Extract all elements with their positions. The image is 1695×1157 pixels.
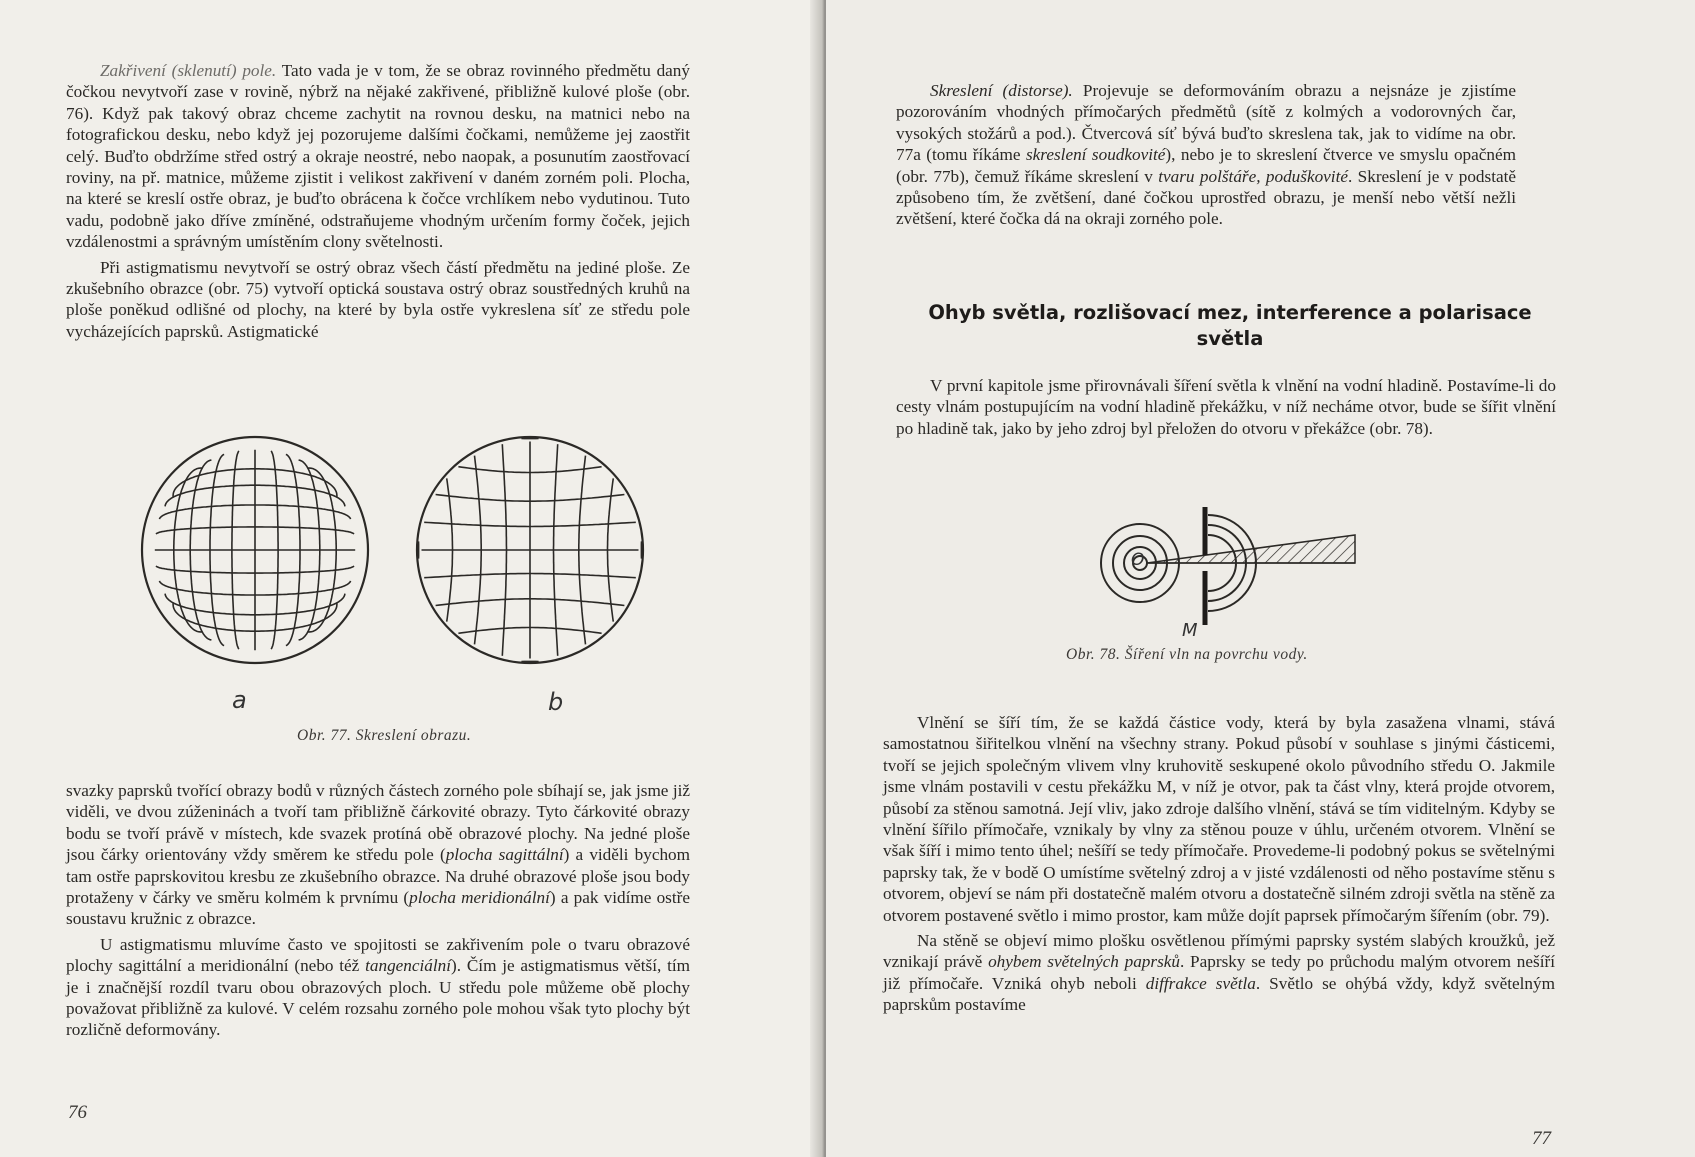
page-number-left: 76	[68, 1102, 87, 1123]
right-paragraph-4-part-b: . Paprsky se tedy po průchodu malým otvorem nešíří již přímočaře. Vzniká ohyb neboli	[883, 952, 1555, 993]
right-paragraph-1-italic-1: skreslení soudkovité	[1025, 145, 1166, 165]
figure-77a-barrel-distortion	[135, 430, 375, 670]
figure-77-caption: Obr. 77. Skreslení obrazu.	[297, 727, 472, 744]
left-bottom-text	[66, 780, 690, 1041]
left-page	[0, 0, 822, 1157]
right-paragraph-4-part-c: . Světlo se ohýbá vždy, když světelným paprskům postavíme	[883, 973, 1555, 1015]
right-paragraph-1	[896, 80, 1516, 230]
left-paragraph-1-body: Tato vada je v tom, že se obraz rovinného předmětu daný čočkou nevytvoří zase v rovině, nýbrž na nějaké zakřivené, přibližně kulové ploše (obr. 76). Když pak takový obraz chceme zachytit na rovnou desku, na matnici nebo na fotografickou desku, nebo když jej pozorujeme dalšími čočkami, nemůžeme jej zaostřit celý. Buďto obdržíme střed ostrý a okraje neostré, nebo naopak, a posunutím zaostřovací roviny, na př. matnice, můžeme zjistit i velikost zakřivení v daném zorném poli. Plocha, na které se kreslí ostře obraz, je buďto obrácena k čočce vrchlíkem nebo vydutinou. Tuto vadu, podobně jako dříve zmíněné, odstraňujeme vhodným určením formy čoček, jejich vzdálenostmi a správným umístěním clony světelnosti.	[66, 61, 690, 252]
figure-78-wave-diagram	[1085, 505, 1365, 645]
left-paragraph-3-part-b: ) a viděli bychom tam ostře paprskovitou kresbu ze zkušebního obrazce. Na druhé obrazové ploše jsou body protaženy v čárky ve směru kolmém k prvnímu (	[66, 845, 691, 908]
right-paragraph-4-part-a: Na stěně se objeví mimo plošku osvětlenou přímými paprsky systém slabých kroužků, jež vznikají právě	[883, 931, 1555, 972]
right-paragraph-2: V první kapitole jsme přirovnávali šíření světla k vlnění na vodní hladině. Postavíme-li do cesty vlnám postupujícím na vodní hladině překážku, v níž necháme otvor, bude se šířit vlnění po hladině tak, jako by jeho zdroj byl přeložen do otvoru v překážce (obr. 78).	[896, 376, 1556, 438]
left-paragraph-4-part-b: ). Čím je astigmatismus větší, tím je i značnější rozdíl tvaru obou obrazových ploch. U středu pole můžeme obě plochy považovat přibližně za kulové. V celém rozsahu zorného pole mohou však tyto plochy být rozličně deformovány.	[66, 956, 690, 1040]
right-paragraph-1-part-b: ), nebo je to skreslení čtverce ve smyslu opačném (obr. 77b), čemuž říkáme skreslení v	[896, 145, 1516, 186]
right-paragraph-1-italic-2: tvaru polštáře, poduškovité	[1158, 166, 1348, 186]
left-paragraph-3-part-a: svazky paprsků tvořící obrazy bodů v různých částech zorného pole sbíhají se, jak jsme již viděli, ve dvou zúženinách a tvoří tam přibližně čárkovité obrazy. Tyto čárkovité obrazy bodu se tvoří právě v místech, kde svazek protíná obě obrazové plochy. Na jedné ploše jsou čárky orientovány vždy směrem ke středu pole (	[66, 781, 690, 865]
left-paragraph-4	[66, 934, 690, 1041]
left-paragraph-3	[66, 780, 690, 930]
figure-77-label-a: a	[232, 686, 247, 714]
right-top-text	[896, 80, 1516, 230]
right-paragraph-1-lead: Skreslení (distorse).	[930, 81, 1073, 100]
left-paragraph-2: Při astigmatismu nevytvoří se ostrý obraz všech částí předmětu na jediné ploše. Ze zkušebního obrazce (obr. 75) vytvoří optická soustava ostrý obraz soustředných kruhů na ploše poněkud odlišné od plochy, na které by byla ostře vykreslena síť ze středu pole vycházejících paprsků. Astigmatické	[66, 257, 690, 341]
figure-78-caption: Obr. 78. Šíření vln na povrchu vody.	[1066, 646, 1308, 663]
right-paragraph-3: Vlnění se šíří tím, že se každá částice vody, která by byla zasažena vlnami, stává samostatnou šiřitelkou vlnění na všechny strany. Pokud působí v souhlase s jinými částicemi, tvoří se jejich společným vlivem vlny kruhovitě seskupené okolo původního středu O. Jakmile jsme vlnám postavili v cestu překážku M, v níž je otvor, pak ta část vlny, která projde otvorem, působí za stěnou samotná. Její vliv, jako zdroje dalšího vlnění, stává se tím viditelným. Kdyby se vlnění šířilo přímočaře, vznikaly by vlny za stěnou pouze v úhlu, určeném otvorem. Vlnění se však šíří i mimo tento úhel; nešíří se tedy přímočaře. Provedeme-li podobný pokus se světelnými paprsky tak, že v bodě O umístíme světelný zdroj a v jisté vzdálenosti od něho postavíme stěnu s otvorem, objeví se nám při dostatečně malém otvoru a dostatečně silném zdroji světla na stěně za otvorem postavené světlo i mimo prostor, kam může dojít paprsek přímočarým šířením (obr. 79).	[883, 713, 1555, 925]
figure-77-label-b: b	[548, 688, 564, 716]
left-paragraph-4-part-a: U astigmatismu mluvíme často ve spojitosti se zakřivením pole o tvaru obrazové plochy sagittální a meridionální (nebo též	[66, 934, 690, 976]
left-top-text	[66, 60, 690, 342]
left-paragraph-4-italic: tangenciální	[365, 956, 452, 976]
left-paragraph-3-italic-1: plocha sagittální	[445, 845, 564, 865]
right-bottom-text	[883, 712, 1555, 1016]
right-paragraph-4	[883, 930, 1555, 1016]
figure-78-label-m: M	[1182, 620, 1198, 641]
right-paragraph-4-italic-1: ohybem světelných paprsků	[988, 952, 1180, 972]
right-intro-text	[896, 375, 1556, 439]
page-number-right: 77	[1532, 1128, 1551, 1149]
left-paragraph-1-lead: Zakřivení (sklenutí) pole.	[100, 61, 277, 80]
right-paragraph-1-part-a: Projevuje se deformováním obrazu a nejsnáze je zjistíme pozorováním vhodných přímočarých předmětů (sítě z kolmých a vodorovných čar, vysokých stožárů a pod.). Čtvercová síť bývá buďto skreslena tak, jak to vidíme na obr. 77a (tomu říkáme	[896, 81, 1516, 165]
left-paragraph-1	[66, 60, 690, 253]
figure-77b-pincushion-distortion	[410, 430, 650, 670]
right-paragraph-4-italic-2: diffrakce světla	[1145, 973, 1256, 993]
section-heading: Ohyb světla, rozlišovací mez, interference a polarisace světla	[928, 301, 1532, 350]
left-paragraph-3-italic-2: plocha meridionální	[409, 888, 550, 908]
right-paragraph-1-part-c: . Skreslení je v podstatě způsobeno tím, že zvětšení, dané čočkou uprostřed obrazu, je menší nebo větší nežli zvětšení, které čočka dá na okraji zorného pole.	[896, 166, 1517, 229]
figure-78-label-o: O	[1131, 550, 1145, 570]
left-paragraph-3-part-c: ) a pak vidíme ostře soustavu kružnic z obrazce.	[66, 888, 690, 929]
